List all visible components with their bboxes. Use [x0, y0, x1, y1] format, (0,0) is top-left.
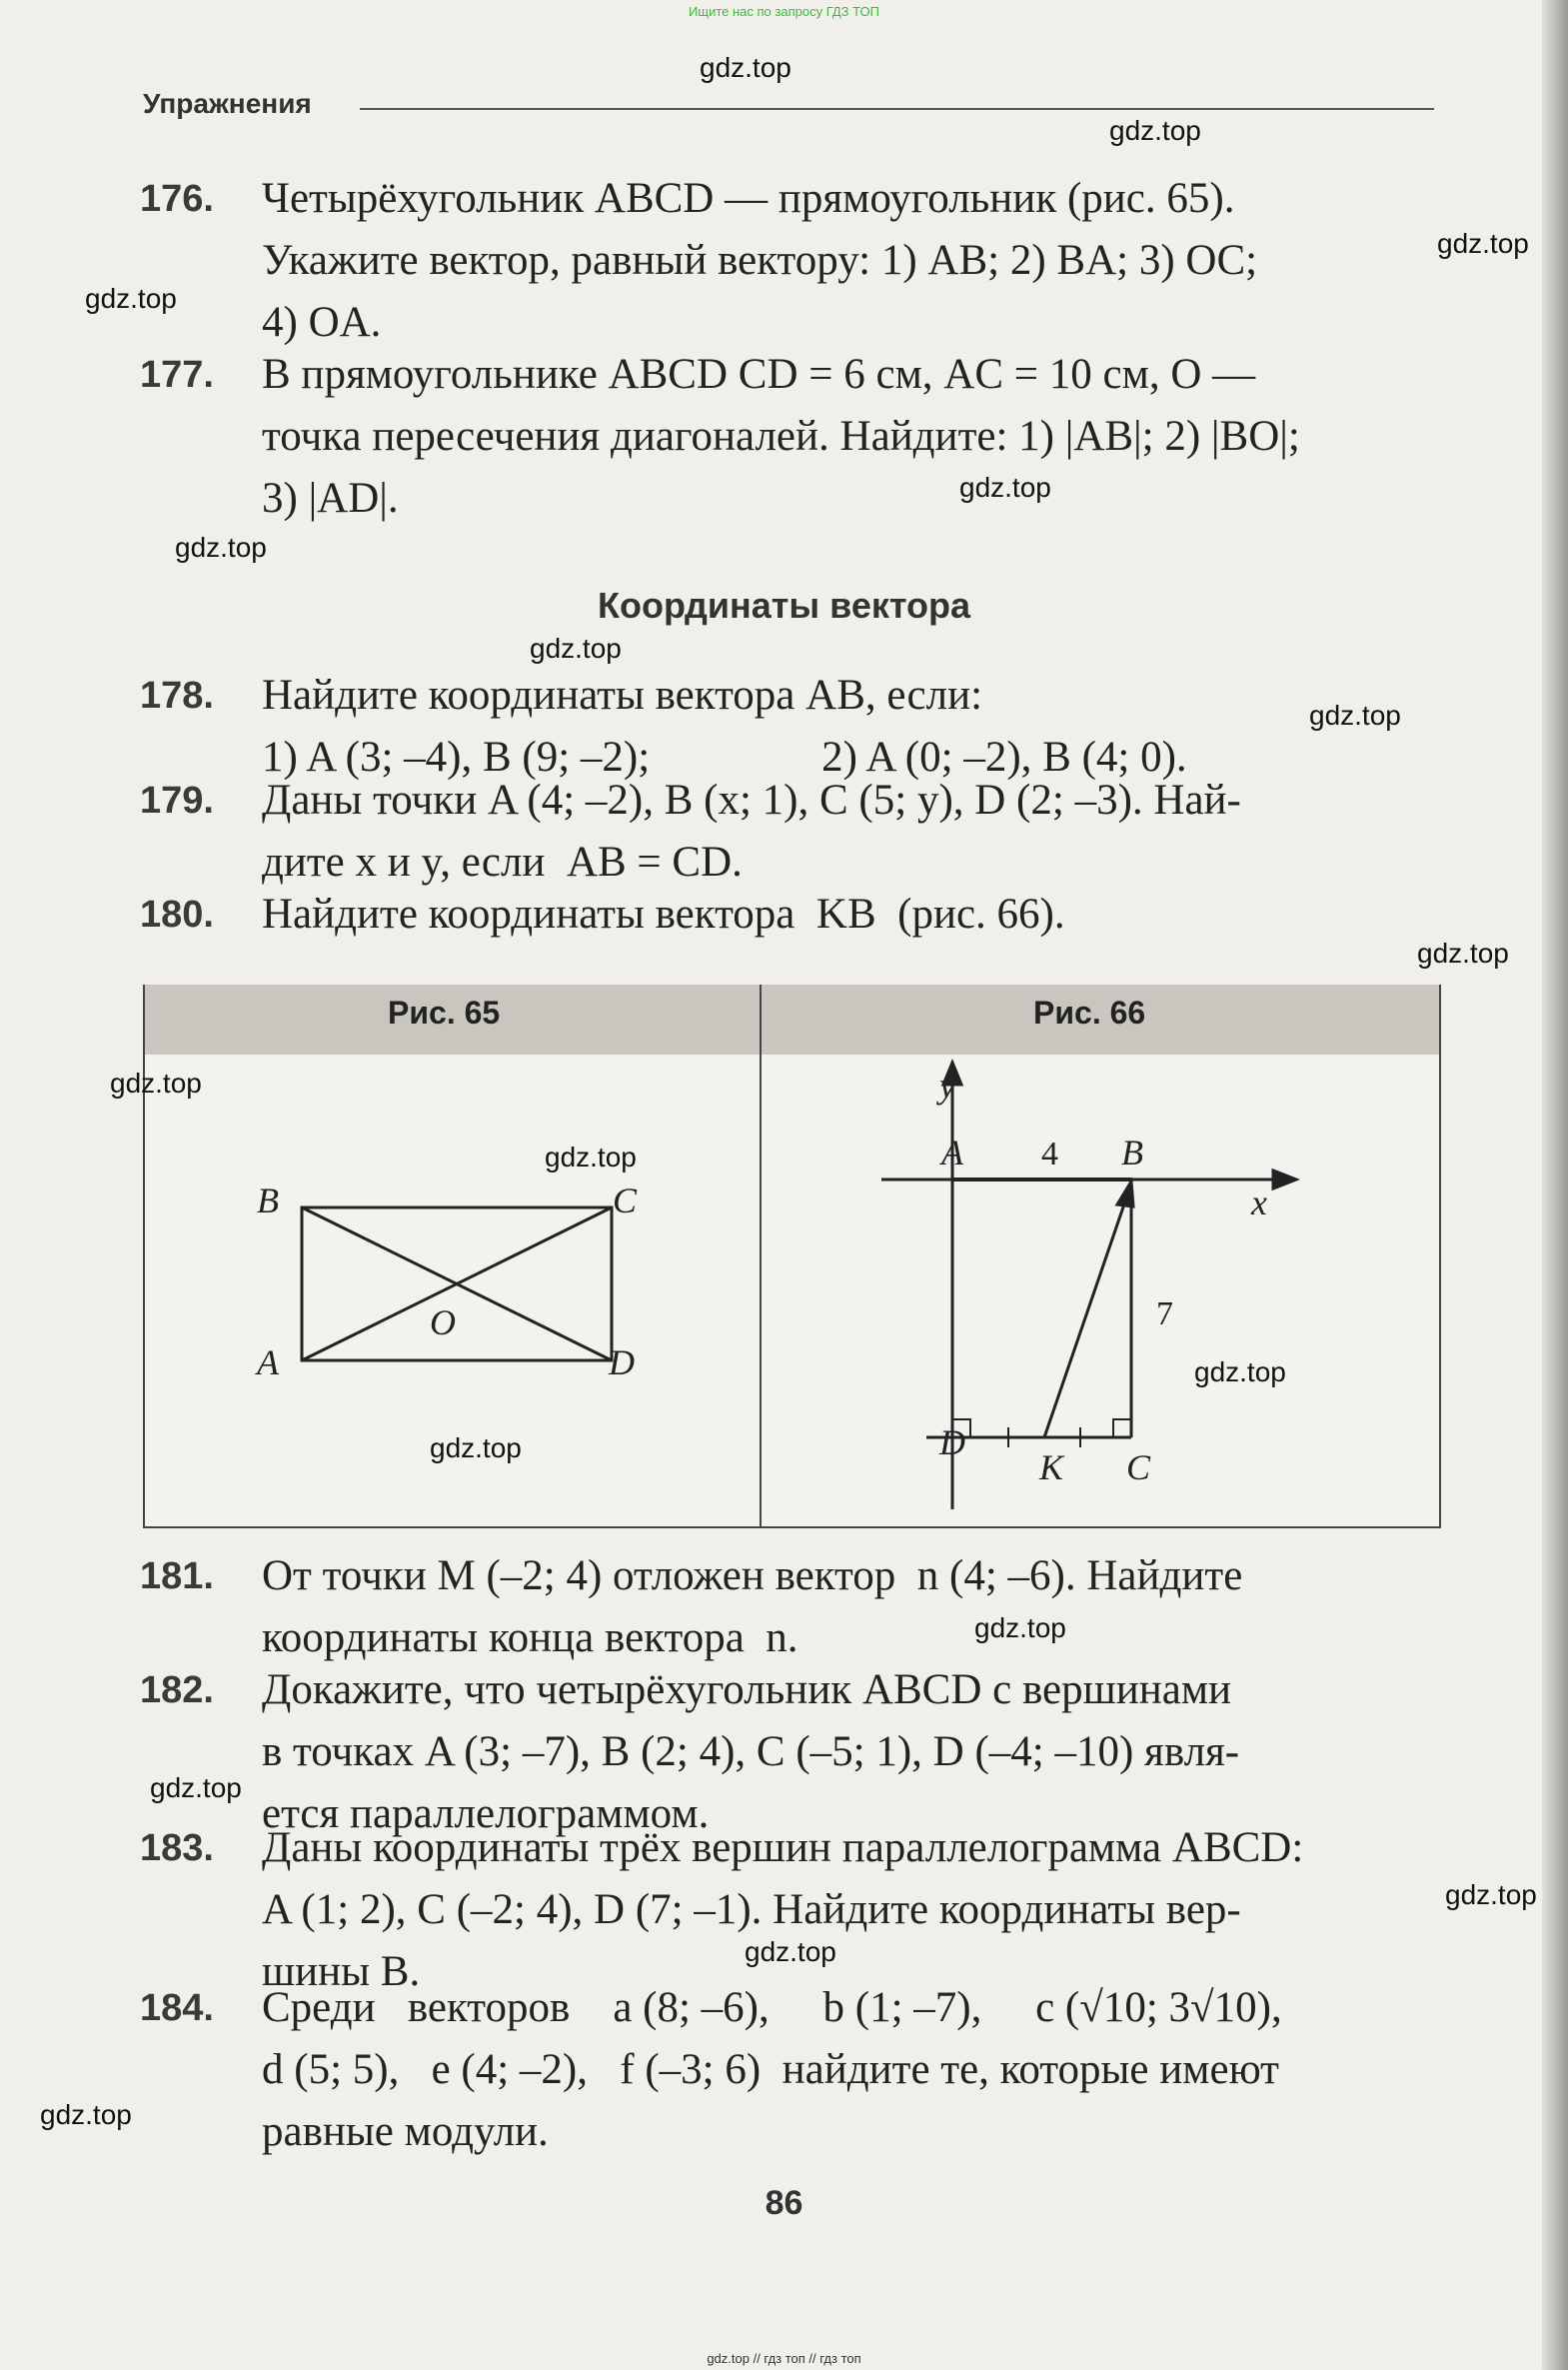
watermark: gdz.top: [85, 283, 177, 314]
exercise-line: 3) |AD|.: [262, 475, 399, 522]
watermark: gdz.top: [974, 1612, 1066, 1643]
watermark: gdz.top: [959, 472, 1051, 503]
watermark: gdz.top: [110, 1068, 202, 1099]
watermark: gdz.top: [1437, 228, 1529, 259]
top-banner[interactable]: Ищите нас по запросу ГДЗ ТОП: [689, 4, 879, 19]
label-k: K: [1039, 1447, 1064, 1487]
exercise-181: [140, 1545, 1439, 1669]
exercise-number: 176.: [140, 178, 214, 220]
exercise-line: Среди векторов a (8; –6), b (1; –7), c (√10; 3√10),: [262, 1984, 1282, 2031]
exercise-number: 182.: [140, 1669, 214, 1711]
exercise-line: Четырёхугольник ABCD — прямоугольник (рис. 65).: [262, 175, 1235, 222]
watermark: gdz.top: [1309, 700, 1401, 731]
exercise-line: Найдите координаты вектора AB, если:: [262, 672, 983, 719]
x-axis-arrow: [1273, 1171, 1296, 1188]
page-number: 86: [765, 2184, 803, 2222]
exercise-line: Даны координаты трёх вершин параллелограмма ABCD:: [262, 1824, 1304, 1871]
exercise-number: 184.: [140, 1987, 214, 2029]
label-c: C: [613, 1181, 638, 1220]
exercise-number: 179.: [140, 780, 214, 822]
section-header: Упражнения: [143, 88, 312, 119]
figures-caption-bar: [145, 985, 1439, 1055]
label-length-4: 4: [1041, 1136, 1058, 1173]
label-x: x: [1251, 1183, 1267, 1222]
vector-kb: [1044, 1189, 1129, 1437]
watermark: gdz.top: [175, 532, 267, 563]
label-b: B: [257, 1181, 279, 1220]
exercise-line: дите x и y, если AB = CD.: [262, 839, 743, 886]
bottom-banner[interactable]: gdz.top // гдз топ // гдз топ: [707, 2351, 861, 2366]
exercise-line: Даны точки A (4; –2), B (x; 1), C (5; y), D (2; –3). Най-: [262, 777, 1241, 824]
exercise-177: [140, 344, 1439, 530]
exercise-176: [140, 168, 1439, 354]
watermark: gdz.top: [150, 1772, 242, 1803]
exercise-line: координаты конца вектора n.: [262, 1614, 798, 1661]
label-y: y: [939, 1066, 955, 1106]
watermark: gdz.top: [1194, 1356, 1286, 1387]
label-o: O: [430, 1302, 456, 1342]
exercise-183: [140, 1817, 1439, 2003]
watermark: gdz.top: [1109, 115, 1201, 146]
exercise-line: в точках A (3; –7), B (2; 4), C (–5; 1), D (–4; –10) явля-: [262, 1728, 1240, 1775]
exercise-line: Найдите координаты вектора KB (рис. 66).: [262, 891, 1065, 938]
exercise-line: Укажите вектор, равный вектору: 1) AB; 2) BA; 3) OC;: [262, 237, 1258, 284]
exercise-179: [140, 770, 1439, 894]
exercise-number: 183.: [140, 1827, 214, 1869]
exercise-line: 1) A (3; –4), B (9; –2); 2) A (0; –2), B (4; 0).: [262, 734, 1187, 781]
watermark: gdz.top: [1445, 1879, 1537, 1910]
watermark: gdz.top: [745, 1936, 836, 1967]
watermark: gdz.top: [1417, 938, 1509, 969]
watermark: gdz.top: [40, 2099, 132, 2130]
label-a: A: [257, 1342, 279, 1382]
exercise-line: точка пересечения диагоналей. Найдите: 1) |AB|; 2) |BO|;: [262, 413, 1300, 460]
vector-kb-arrow: [1117, 1182, 1133, 1206]
exercise-line: A (1; 2), C (–2; 4), D (7; –1). Найдите координаты вер-: [262, 1886, 1241, 1933]
exercise-184: [140, 1977, 1439, 2163]
exercise-line: равные модули.: [262, 2108, 549, 2155]
watermark: gdz.top: [545, 1142, 637, 1173]
watermark: gdz.top: [700, 52, 791, 83]
exercise-number: 181.: [140, 1555, 214, 1597]
exercise-line: В прямоугольнике ABCD CD = 6 см, AC = 10 см, O —: [262, 351, 1256, 398]
label-a: A: [941, 1133, 963, 1173]
right-angle-c: [1113, 1419, 1131, 1437]
exercise-line: 4) OA.: [262, 299, 382, 346]
exercise-number: 180.: [140, 894, 214, 936]
header-rule: [360, 108, 1434, 110]
label-length-7: 7: [1156, 1295, 1173, 1332]
exercise-number: 177.: [140, 354, 214, 396]
exercise-line: От точки M (–2; 4) отложен вектор n (4; –6). Найдите: [262, 1552, 1243, 1599]
exercise-line: ется параллелограммом.: [262, 1790, 710, 1837]
exercise-line: шины B.: [262, 1948, 421, 1995]
exercise-number: 178.: [140, 675, 214, 717]
figure-65-caption: Рис. 65: [388, 995, 501, 1031]
exercise-180: [140, 884, 1439, 946]
subheading: Координаты вектора: [597, 585, 971, 626]
label-b: B: [1121, 1133, 1143, 1173]
figure-66-coordinate: [762, 1055, 1436, 1524]
label-c: C: [1126, 1447, 1151, 1487]
page-gutter-shadow: [1542, 0, 1568, 2370]
label-d: D: [609, 1342, 635, 1382]
exercise-line: d (5; 5), e (4; –2), f (–3; 6) найдите те, которые имеют: [262, 2046, 1279, 2093]
label-d: D: [939, 1422, 965, 1462]
watermark: gdz.top: [530, 633, 622, 664]
watermark: gdz.top: [430, 1432, 522, 1463]
exercise-line: Докажите, что четырёхугольник ABCD с вершинами: [262, 1666, 1232, 1713]
figure-66-caption: Рис. 66: [1033, 995, 1146, 1031]
